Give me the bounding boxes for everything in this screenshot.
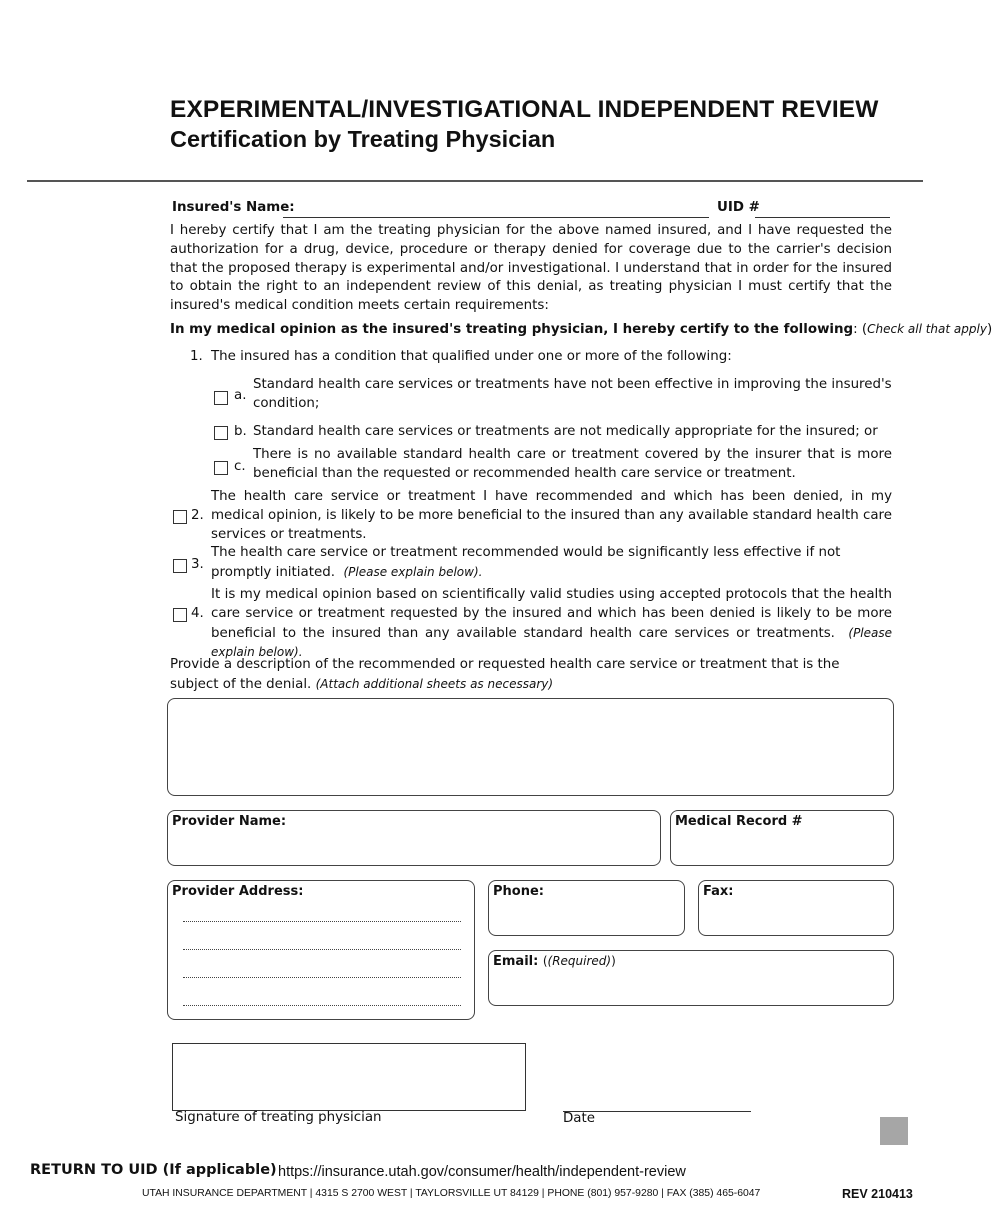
item4-note: (Please explain below). — [211, 625, 893, 660]
checkbox-1a[interactable] — [214, 391, 228, 405]
certify-heading — [170, 320, 992, 340]
item1-text: The insured has a condition that qualified under one or more of the following: — [211, 349, 732, 364]
item1a-letter: a. — [234, 388, 247, 403]
address-line-4 — [183, 1005, 461, 1006]
item1c-text: There is no available standard health care or treatment covered by the insurer that is more beneficial than the requested or recommended health care service or treatment. — [253, 447, 892, 481]
item3-text: The health care service or treatment recommended would be significantly less effective if not promptly initiated. — [211, 545, 841, 580]
email-label: Email: — [493, 954, 539, 969]
signature-box[interactable] — [172, 1043, 526, 1111]
form-subtitle: Certification by Treating Physician — [170, 126, 556, 152]
item1b-letter: b. — [234, 424, 247, 439]
provider-name-label: Provider Name: — [172, 814, 287, 829]
insured-name-label: Insured's Name: — [172, 200, 295, 215]
return-label: RETURN TO UID (If applicable) — [30, 1162, 277, 1178]
description-text: Provide a description of the recommended or requested health care service or treatment that is the subject of the denial. — [170, 657, 840, 692]
item3-number: 3. — [191, 557, 204, 572]
email-field[interactable] — [488, 950, 894, 1006]
uid-label: UID # — [717, 200, 760, 215]
form-title: EXPERIMENTAL/INVESTIGATIONAL INDEPENDENT REVIEW — [170, 96, 879, 123]
item1b-text: Standard health care services or treatments are not medically appropriate for the insured; or — [253, 424, 878, 439]
certify-heading-open: : ( — [853, 322, 868, 337]
checkbox-1c[interactable] — [214, 461, 228, 475]
certify-heading-close: ) — [986, 322, 992, 337]
address-line-1 — [183, 921, 461, 922]
item1c-letter: c. — [234, 459, 246, 474]
intro-paragraph: I hereby certify that I am the treating physician for the above named insured, and I have requested the authorization for a drug, device, procedure or therapy denied for coverage due to the carrier's decision that the proposed therapy is experimental and/or investigational. I understand that in order for the insured to obtain the right to an independent review of this denial, as treating physician I must certify that the insured's medical condition meets certain requirements: — [170, 223, 892, 314]
fax-label: Fax: — [703, 884, 734, 899]
date-label: Date — [563, 1111, 596, 1126]
item1-number: 1. — [190, 349, 203, 364]
footer-address: UTAH INSURANCE DEPARTMENT | 4315 S 2700 WEST | TAYLORSVILLE UT 84129 | PHONE (801) 957-9280 | FAX (385) 465-6047 — [142, 1188, 761, 1199]
footer-url[interactable]: https://insurance.utah.gov/consumer/health/independent-review — [278, 1164, 686, 1180]
medical-record-label: Medical Record # — [675, 814, 803, 829]
medical-record-field[interactable] — [670, 810, 894, 866]
gray-square-mark — [880, 1117, 908, 1145]
fax-field[interactable] — [698, 880, 894, 936]
checkbox-3[interactable] — [173, 559, 187, 573]
header-divider — [27, 180, 923, 182]
checkbox-2[interactable] — [173, 510, 187, 524]
item3-text-block — [211, 544, 892, 583]
provider-address-field[interactable] — [167, 880, 475, 1020]
item2-text: The health care service or treatment I have recommended and which has been denied, in my medical opinion, is likely to be more beneficial to the insured than any available standard health care services or treatments. — [211, 489, 892, 542]
phone-label: Phone: — [493, 884, 544, 899]
phone-field[interactable] — [488, 880, 685, 936]
address-line-2 — [183, 949, 461, 950]
address-line-3 — [183, 977, 461, 978]
provider-address-label: Provider Address: — [172, 884, 304, 899]
item3-note: (Please explain below). — [343, 564, 483, 579]
item4-number: 4. — [191, 606, 204, 621]
email-note: ((Required)) — [542, 954, 616, 968]
item4-text: It is my medical opinion based on scientifically valid studies using accepted protocols that the health care service or treatment requested by the insured and which has been denied is likely to be more beneficial to the insured than any available standard health care services or treatments. — [211, 587, 892, 641]
certify-heading-italic: Check all that apply — [867, 322, 987, 336]
item2-number: 2. — [191, 508, 204, 523]
certify-heading-bold: In my medical opinion as the insured's treating physician, I hereby certify to the following — [170, 322, 854, 337]
email-note-text: (Required) — [547, 954, 612, 968]
checkbox-1b[interactable] — [214, 426, 228, 440]
insured-name-field[interactable] — [283, 217, 709, 218]
item4-text-block — [211, 586, 892, 663]
description-textarea[interactable] — [167, 698, 894, 796]
description-prompt — [170, 656, 892, 695]
email-label-group — [493, 954, 616, 969]
revision-code: REV 210413 — [842, 1187, 913, 1201]
provider-name-field[interactable] — [167, 810, 661, 866]
signature-label: Signature of treating physician — [175, 1110, 382, 1125]
item1a-text: Standard health care services or treatments have not been effective in improving the insured's condition; — [253, 377, 892, 411]
description-note: (Attach additional sheets as necessary) — [315, 676, 554, 691]
uid-field[interactable] — [755, 217, 890, 218]
checkbox-4[interactable] — [173, 608, 187, 622]
